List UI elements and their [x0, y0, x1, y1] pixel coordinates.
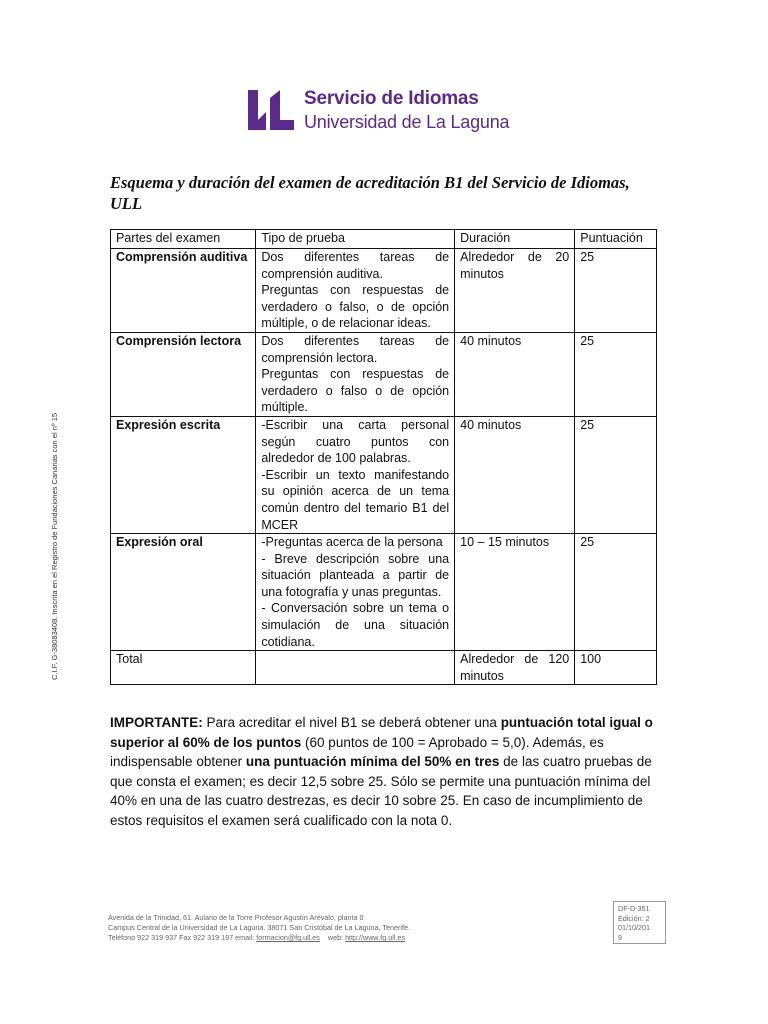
- header-parts: Partes del examen: [111, 230, 256, 249]
- registry-sidebar-text: C.I.F. G-38083408. Inscrita en el Registro de Fundaciones Canarias con el nº 15: [50, 412, 59, 680]
- header-duration: Duración: [455, 230, 575, 249]
- ull-logo: [246, 88, 536, 134]
- score-cell: 25: [575, 534, 657, 651]
- document-code-box: [613, 901, 666, 944]
- part-cell: Expresión oral: [111, 534, 256, 651]
- table-row: [111, 249, 657, 333]
- note-bold: una puntuación mínima del 50% en tres: [245, 754, 500, 769]
- duration-cell: 40 minutos: [455, 416, 575, 533]
- type-line: -Escribir un texto manifestando su opinión acerca de un tema común dentro del temario B1 del MCER: [261, 467, 450, 532]
- doc-edition: Edición: 2: [618, 913, 650, 923]
- duration-cell: Alrededor de 20 minutos: [455, 249, 575, 333]
- note-text: Para acreditar el nivel B1 se deberá obtener una: [202, 715, 501, 730]
- logo-subtitle: Universidad de La Laguna: [304, 112, 510, 132]
- doc-date-cont: 9: [618, 932, 622, 942]
- type-line: - Conversación sobre un tema o simulación de una situación cotidiana.: [261, 601, 450, 649]
- type-line: Preguntas con respuestas de verdadero o falso o de opción múltiple.: [261, 367, 450, 415]
- note-text: (60 puntos de 100 = Aprobado = 5,0). Además, es indispensable obtener: [110, 734, 604, 769]
- note-bold: IMPORTANTE:: [110, 715, 203, 730]
- type-line: - Breve descripción sobre una situación planteada a partir de una fotografía y unas preguntas.: [261, 551, 450, 599]
- type-line: -Escribir una carta personal según cuatro puntos con alrededor de 100 palabras.: [261, 417, 450, 466]
- footer-phone: Teléfono 922 319 937 Fax 922 319 197 email:: [108, 933, 257, 942]
- table-total-row: [111, 651, 657, 685]
- logo-title: Servicio de Idiomas: [304, 88, 479, 109]
- type-cell: [256, 332, 455, 416]
- doc-date: 01/10/201: [618, 923, 650, 932]
- part-cell: Expresión escrita: [111, 416, 256, 533]
- total-label: Total: [111, 651, 256, 685]
- exam-table: [110, 229, 657, 685]
- score-cell: 25: [575, 249, 657, 333]
- duration-cell: 10 – 15 minutos: [455, 534, 575, 651]
- footer-address: [108, 913, 410, 943]
- header-score: Puntuación: [575, 230, 657, 249]
- type-line: -Preguntas acerca de la persona: [261, 535, 443, 550]
- footer-web-label: web:: [319, 933, 346, 942]
- footer-line: Campus Central de la Universidad de La Laguna. 38071 San Cristóbal de La Laguna, Tenerife.: [108, 923, 410, 932]
- type-cell: [256, 416, 455, 533]
- note-bold: puntuación total igual o superior al 60% de los puntos: [110, 715, 653, 750]
- score-cell: 25: [575, 416, 657, 533]
- footer-contact: [108, 933, 410, 943]
- footer-web-link[interactable]: http://www.fg.ull.es: [345, 933, 405, 942]
- duration-cell: 40 minutos: [455, 332, 575, 416]
- footer-line: Avenida de la Trinidad, 61. Aulario de la Torre Profesor Agustín Arévalo, planta 0: [108, 913, 364, 922]
- type-line: Dos diferentes tareas de comprensión lectora.: [261, 333, 450, 365]
- total-duration: Alrededor de 120 minutos: [455, 651, 575, 685]
- doc-code: DF-D-351: [618, 904, 650, 913]
- ull-logo-icon: [246, 88, 296, 132]
- part-cell: Comprensión auditiva: [111, 249, 256, 333]
- table-row: [111, 416, 657, 533]
- table-header-row: [111, 230, 657, 249]
- important-note: [110, 713, 655, 830]
- note-text: de las cuatro pruebas de que consta el examen; es decir 12,5 sobre 25. Sólo se permite una puntuación mínima del 40% en una de las cuatro destrezas, es decir 10 sobre 25. En caso de incumplimiento de estos requisitos el examen será cualificado con la nota 0.: [110, 754, 652, 828]
- part-cell: Comprensión lectora: [111, 332, 256, 416]
- header-type: Tipo de prueba: [256, 230, 455, 249]
- total-type: [256, 651, 455, 685]
- total-score: 100: [575, 651, 657, 685]
- table-row: [111, 332, 657, 416]
- type-cell: [256, 534, 455, 651]
- type-line: Preguntas con respuestas de verdadero o falso, o de opción múltiple, o de relacionar ideas.: [261, 283, 450, 331]
- footer-email-link[interactable]: formacion@fg.ull.es: [256, 933, 320, 942]
- type-line: Dos diferentes tareas de comprensión auditiva.: [261, 250, 450, 281]
- table-row: [111, 534, 657, 651]
- type-cell: [256, 249, 455, 333]
- score-cell: 25: [575, 332, 657, 416]
- document-title: Esquema y duración del examen de acreditación B1 del Servicio de Idiomas, ULL: [110, 173, 630, 213]
